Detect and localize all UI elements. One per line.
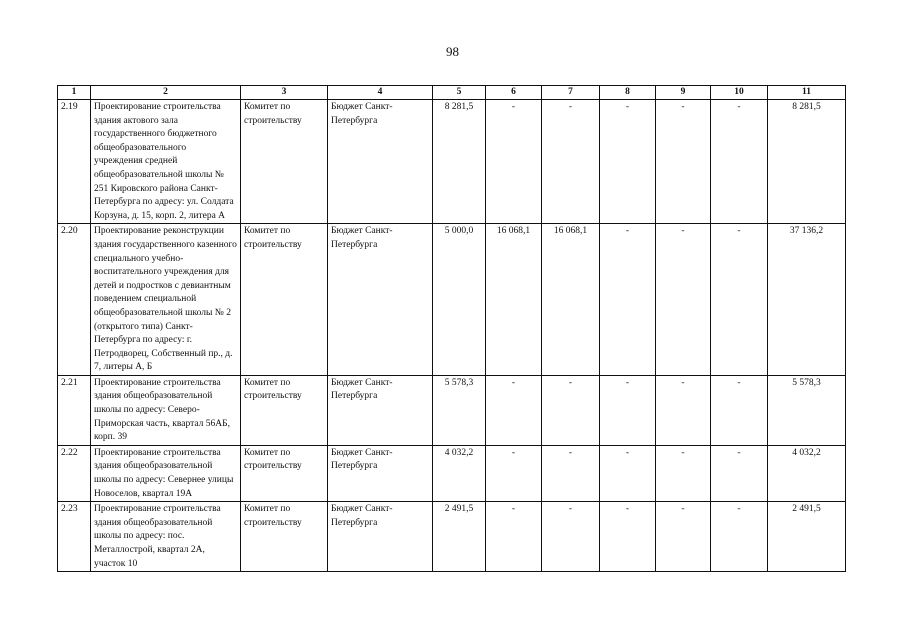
value-cell-6: - <box>486 375 542 445</box>
project-description: Проектирование строительства здания общеобразовательной школы по адресу: пос. Металлострой, квартал 2А, участок 10 <box>91 502 241 572</box>
value-cell-8: - <box>600 100 656 224</box>
value-cell-5: 2 491,5 <box>433 502 486 572</box>
customer-cell: Комитет по строительству <box>241 100 328 224</box>
column-header: 7 <box>542 86 600 100</box>
value-cell-10: - <box>711 375 768 445</box>
value-cell-9: - <box>656 502 711 572</box>
value-cell-6: 16 068,1 <box>486 224 542 376</box>
total-cell: 5 578,3 <box>768 375 846 445</box>
value-cell-10: - <box>711 502 768 572</box>
value-cell-5: 5 000,0 <box>433 224 486 376</box>
value-cell-7: - <box>542 100 600 224</box>
column-header: 1 <box>58 86 91 100</box>
table-row <box>58 375 846 445</box>
column-header: 11 <box>768 86 846 100</box>
column-header: 6 <box>486 86 542 100</box>
funding-source-cell: Бюджет Санкт-Петербурга <box>328 375 433 445</box>
value-cell-8: - <box>600 502 656 572</box>
total-cell: 37 136,2 <box>768 224 846 376</box>
total-cell: 2 491,5 <box>768 502 846 572</box>
value-cell-7: 16 068,1 <box>542 224 600 376</box>
project-description: Проектирование реконструкции здания государственного казенного специального учебно-воспитательного учреждения для детей и подростков с девиантным поведением специальной общеобразовательной школы № 2 (открытого типа) Санкт-Петербурга по адресу: г. Петродворец, Собственный пр., д. 7, литеры А, Б <box>91 224 241 376</box>
table-row <box>58 100 846 224</box>
value-cell-8: - <box>600 224 656 376</box>
header-row <box>58 86 846 100</box>
column-header: 8 <box>600 86 656 100</box>
project-description: Проектирование строительства здания актового зала государственного бюджетного общеобразовательного учреждения средней общеобразовательной школы № 251 Кировского района Санкт-Петербурга по адресу: ул. Солдата Корзуна, д. 15, корп. 2, литера А <box>91 100 241 224</box>
row-number: 2.22 <box>58 445 91 501</box>
value-cell-9: - <box>656 445 711 501</box>
value-cell-6: - <box>486 502 542 572</box>
customer-cell: Комитет по строительству <box>241 224 328 376</box>
table-row <box>58 502 846 572</box>
row-number: 2.21 <box>58 375 91 445</box>
value-cell-6: - <box>486 100 542 224</box>
funding-source-cell: Бюджет Санкт-Петербурга <box>328 445 433 501</box>
customer-cell: Комитет по строительству <box>241 502 328 572</box>
customer-cell: Комитет по строительству <box>241 375 328 445</box>
value-cell-9: - <box>656 100 711 224</box>
customer-cell: Комитет по строительству <box>241 445 328 501</box>
value-cell-10: - <box>711 224 768 376</box>
table-row <box>58 445 846 501</box>
total-cell: 4 032,2 <box>768 445 846 501</box>
row-number: 2.23 <box>58 502 91 572</box>
column-header: 4 <box>328 86 433 100</box>
project-description: Проектирование строительства здания общеобразовательной школы по адресу: Севернее улицы Новоселов, квартал 19А <box>91 445 241 501</box>
column-header: 5 <box>433 86 486 100</box>
value-cell-7: - <box>542 502 600 572</box>
value-cell-5: 4 032,2 <box>433 445 486 501</box>
value-cell-7: - <box>542 445 600 501</box>
funding-source-cell: Бюджет Санкт-Петербурга <box>328 502 433 572</box>
funding-source-cell: Бюджет Санкт-Петербурга <box>328 224 433 376</box>
value-cell-8: - <box>600 445 656 501</box>
value-cell-7: - <box>542 375 600 445</box>
value-cell-5: 8 281,5 <box>433 100 486 224</box>
column-header: 10 <box>711 86 768 100</box>
row-number: 2.19 <box>58 100 91 224</box>
row-number: 2.20 <box>58 224 91 376</box>
funding-source-cell: Бюджет Санкт-Петербурга <box>328 100 433 224</box>
page-number: 98 <box>446 44 459 59</box>
value-cell-10: - <box>711 100 768 224</box>
project-description: Проектирование строительства здания общеобразовательной школы по адресу: Северо-Приморская часть, квартал 56АБ, корп. 39 <box>91 375 241 445</box>
column-header: 2 <box>91 86 241 100</box>
value-cell-9: - <box>656 375 711 445</box>
value-cell-8: - <box>600 375 656 445</box>
column-header: 3 <box>241 86 328 100</box>
column-header: 9 <box>656 86 711 100</box>
value-cell-6: - <box>486 445 542 501</box>
value-cell-5: 5 578,3 <box>433 375 486 445</box>
value-cell-10: - <box>711 445 768 501</box>
table-row <box>58 224 846 376</box>
budget-table <box>57 85 846 572</box>
value-cell-9: - <box>656 224 711 376</box>
total-cell: 8 281,5 <box>768 100 846 224</box>
